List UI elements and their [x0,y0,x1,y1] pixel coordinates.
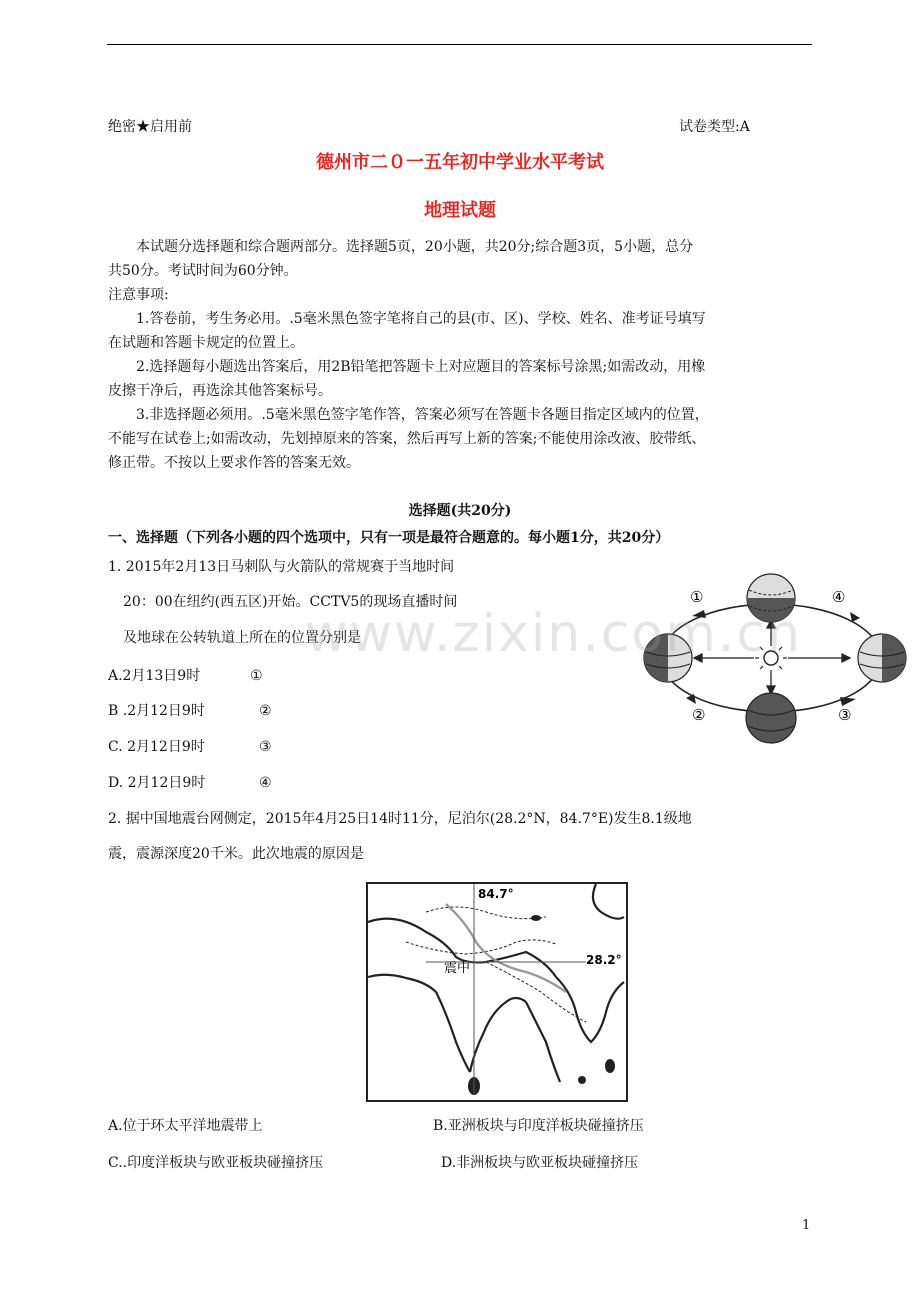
q1-option-b-text: B .2月12日9时 [108,703,205,719]
q1-line-1: 1. 2015年2月13日马刺队与火箭队的常规赛于当地时间 [108,559,455,575]
note-2a: 2.选择题每小题选出答案后，用2B铅笔把答题卡上对应题目的答案标号涂黑;如需改动，用橡 [136,359,706,375]
earth-bottom-icon [746,693,796,743]
q1-option-c-text: C. 2月12日9时 [108,739,205,755]
note-3c: 修正带。不按以上要求作答的答案无效。 [108,455,360,471]
q1-option-d-mark: ④ [259,775,272,791]
nepal-map [366,882,628,1102]
q2-option-b[interactable]: B.亚洲板块与印度洋板块碰撞挤压 [433,1118,644,1134]
q1-option-a-text: A.2月13日9时 [108,668,201,684]
orbit-label-3: ③ [838,706,852,724]
q1-option-b[interactable] [108,700,272,720]
note-3a: 3.非选择题必须用。.5毫米黑色签字笔作答，答案必须写在答题卡各题目指定区域内的位置， [136,407,709,423]
note-1b: 在试题和答题卡规定的位置上。 [108,335,304,351]
section-title: 选择题(共20分) [408,503,512,519]
q2-line-1: 2. 据中国地震台网侧定，2015年4月25日14时11分，尼泊尔(28.2°N，84.7°E)发生8.1级地 [108,811,692,827]
secret-label: 绝密★启用前 [108,119,192,135]
q1-option-c[interactable] [108,736,272,756]
header-rule [107,44,812,45]
q2-option-a[interactable]: A.位于环太平洋地震带上 [108,1118,263,1134]
note-3b: 不能写在试卷上;如需改动，先划掉原来的答案，然后再写上新的答案;不能使用涂改液、胶带纸、 [108,431,706,447]
q1-option-c-mark: ③ [259,739,272,755]
intro-paragraph [108,235,813,475]
notes-heading: 注意事项: [108,287,169,303]
q1-line-2: 20：00在纽约(西五区)开始。CCTV5的现场直播时间 [123,594,458,610]
q1-option-d[interactable] [108,772,272,792]
epicenter-label: 震中 [444,961,471,976]
exam-subtitle: 地理试题 [424,200,496,221]
orbit-arrow-icon [840,697,856,706]
exam-title: 德州市二０一五年初中学业水平考试 [316,152,604,173]
q1-line-3: 及地球在公转轨道上所在的位置分别是 [123,630,361,646]
latitude-label: 28.2° [586,953,622,967]
watermark: www.zixin.com.cn [305,604,802,664]
q1-option-a-mark: ① [250,668,263,684]
earth-right-icon [858,634,906,682]
longitude-label: 84.7° [478,887,514,901]
map-frame [367,883,627,1101]
q1-option-d-text: D. 2月12日9时 [108,775,206,791]
page-number: 1 [802,1218,811,1233]
q2-option-d[interactable]: D.非洲板块与欧亚板块碰撞挤压 [441,1155,639,1171]
q1-option-b-mark: ② [259,703,272,719]
q2-line-2: 震，震源深度20千米。此次地震的原因是 [108,846,364,862]
note-2b: 皮擦干净后，再选涂其他答案标号。 [108,383,332,399]
q2-option-c[interactable]: C..印度洋板块与欧亚板块碰撞挤压 [108,1155,324,1171]
paper-type-label: 试卷类型:A [679,119,750,135]
note-1a: 1.答卷前，考生务必用。.5毫米黑色签字笔将自己的县(市、区)、学校、姓名、准考证号填写 [136,311,706,327]
orbit-arrow-icon [686,694,696,704]
q1-option-a[interactable] [108,665,263,685]
orbit-label-1: ① [690,588,704,606]
intro-line-2: 共50分。考试时间为60分钟。 [108,263,298,279]
orbit-label-4: ④ [832,588,846,606]
orbit-label-2: ② [692,706,706,724]
section-instruction: 一、选择题（下列各小题的四个选项中，只有一项是最符合题意的。每小题1分，共20分） [108,530,670,546]
intro-line-1: 本试题分选择题和综合题两部分。选择题5页，20小题，共20分;综合题3页，5小题，总分 [136,239,694,255]
